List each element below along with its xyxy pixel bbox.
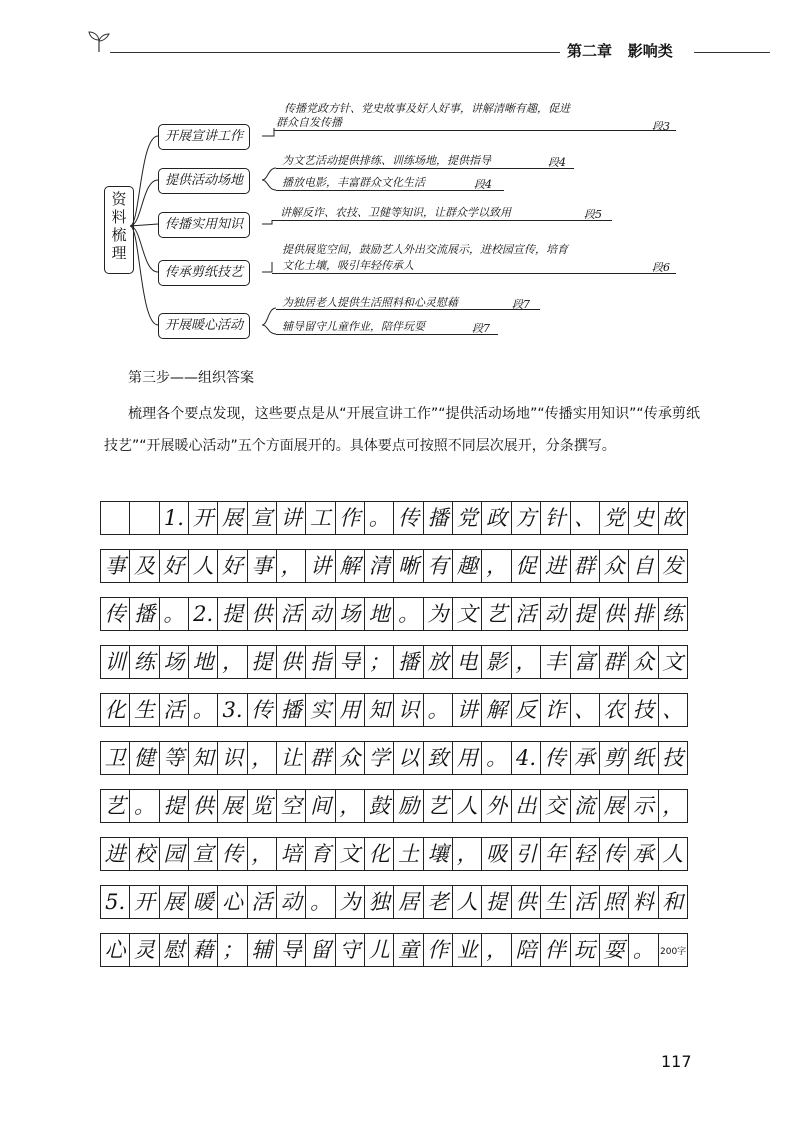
grid-cell: ， [659,790,688,822]
answer-grid [100,501,688,981]
grid-cell: 农 [600,694,629,726]
grid-cell: 群 [571,550,600,582]
grid-cell: 艺 [424,790,453,822]
grid-cell: 交 [541,790,570,822]
grid-cell: 开 [130,886,159,918]
branch-detail: 播放电影，丰富群众文化生活 [282,176,425,189]
grid-cell: 伴 [541,934,570,966]
branch-detail-cont: 文化土壤，吸引年轻传承人 [282,259,414,272]
grid-cell: 。 [365,502,394,534]
grid-cell: 作 [424,934,453,966]
grid-cell: 。 [306,886,335,918]
grid-cell: 出 [512,790,541,822]
grid-cell: 训 [101,646,130,678]
grid-cell: 暖 [189,886,218,918]
grid-cell: 地 [189,646,218,678]
grid-cell: 玩 [571,934,600,966]
grid-cell: ， [512,646,541,678]
grid-cell: 群 [600,646,629,678]
section-label: 影响类 [627,42,673,60]
grid-cell: 灵 [130,934,159,966]
grid-cell: 传 [101,598,130,630]
grid-cell: 活 [571,886,600,918]
grid-cell: 放 [424,646,453,678]
grid-cell: 作 [336,502,365,534]
grid-row [100,789,688,823]
grid-cell: 。 [189,694,218,726]
grid-cell: 壤 [424,838,453,870]
grid-cell: 识 [218,742,247,774]
grid-cell: 照 [600,886,629,918]
branch-detail: 传播党政方针、党史故事及好人好事，讲解清晰有趣，促进 [284,102,570,115]
grid-cell: 为 [336,886,365,918]
grid-cell: 传 [600,838,629,870]
grid-cell: 5. [101,886,130,918]
branch-detail-cont: 群众自发传播 [276,116,342,129]
grid-cell: 动 [541,598,570,630]
grid-cell: 宣 [189,838,218,870]
grid-cell: 电 [453,646,482,678]
branch-detail: 为文艺活动提供排练、训练场地，提供指导 [282,154,491,167]
grid-cell: 进 [541,550,570,582]
grid-cell: 和 [659,886,688,918]
grid-cell: 解 [482,694,511,726]
grid-cell: 人 [453,886,482,918]
grid-cell: 供 [512,886,541,918]
grid-cell: 动 [306,598,335,630]
grid-cell: 耍 [600,934,629,966]
grid-cell: 展 [218,790,247,822]
grid-cell: 进 [101,838,130,870]
grid-cell: 1. [160,502,189,534]
chapter-label: 第二章 [567,42,613,60]
grid-cell: 针 [541,502,570,534]
grid-cell: 。 [130,790,159,822]
segment-ref: 段7 [512,298,530,311]
grid-cell: 吸 [482,838,511,870]
grid-cell: 用 [336,694,365,726]
grid-cell: 、 [571,694,600,726]
grid-cell: 守 [336,934,365,966]
grid-cell: 讲 [277,502,306,534]
segment-ref: 段4 [548,156,566,169]
grid-cell: 供 [600,598,629,630]
grid-cell: 讲 [306,550,335,582]
grid-cell: 让 [277,742,306,774]
grid-row [100,693,688,727]
grid-cell: 知 [365,694,394,726]
grid-cell: ， [277,550,306,582]
grid-cell: 4. [512,742,541,774]
grid-cell: 、 [659,694,688,726]
grid-cell: 影 [482,646,511,678]
grid-cell: 供 [277,646,306,678]
branch-node: 开展暖心活动 [158,313,250,339]
grid-cell: 富 [571,646,600,678]
grid-cell [130,502,159,534]
grid-cell: ， [336,790,365,822]
branch-node: 传播实用知识 [158,212,250,238]
grid-cell: 活 [277,598,306,630]
branch-node: 提供活动场地 [158,168,250,194]
segment-ref: 段4 [474,178,492,191]
grid-cell: 群 [306,742,335,774]
grid-cell: 。 [629,934,658,966]
grid-cell: 纸 [629,742,658,774]
grid-cell: 。 [160,598,189,630]
grid-cell: 致 [424,742,453,774]
grid-cell: 练 [130,646,159,678]
grid-cell: 慰 [160,934,189,966]
grid-cell: 工 [306,502,335,534]
grid-cell: 提 [571,598,600,630]
branch-detail: 讲解反诈、农技、卫健等知识，让群众学以致用 [280,206,511,219]
grid-cell: 人 [659,838,688,870]
word-count: 200字 [660,947,687,957]
grid-cell: 播 [277,694,306,726]
grid-cell: ， [482,934,511,966]
grid-cell: 轻 [571,838,600,870]
grid-cell: 艺 [101,790,130,822]
grid-cell: ； [365,646,394,678]
grid-cell: 开 [189,502,218,534]
grid-cell: 提 [218,598,247,630]
step-title: 第三步——组织答案 [128,370,254,386]
grid-row [100,501,688,535]
grid-cell: 陪 [512,934,541,966]
grid-cell: 知 [189,742,218,774]
grid-cell: 促 [512,550,541,582]
grid-cell: ， [482,550,511,582]
grid-cell: 以 [394,742,423,774]
grid-cell: 好 [218,550,247,582]
grid-cell: 活 [160,694,189,726]
grid-cell: 业 [453,934,482,966]
grid-cell: 发 [659,550,688,582]
grid-cell: 等 [160,742,189,774]
grid-cell: 提 [248,646,277,678]
grid-cell: 空 [277,790,306,822]
grid-cell: 自 [629,550,658,582]
grid-cell: 有 [424,550,453,582]
grid-cell: 展 [160,886,189,918]
grid-cell: 儿 [365,934,394,966]
grid-cell: 识 [394,694,423,726]
grid-cell: 生 [130,694,159,726]
mind-map [0,0,800,360]
branch-detail: 提供展览空间，鼓励艺人外出交流展示，进校园宣传，培育 [282,243,568,256]
grid-cell: 居 [394,886,423,918]
grid-cell: 土 [394,838,423,870]
grid-cell: 地 [365,598,394,630]
segment-ref: 段7 [472,322,490,335]
grid-cell: 供 [189,790,218,822]
segment-ref: 段6 [652,261,670,274]
grid-cell: 、 [571,502,600,534]
branch-node: 开展宣讲工作 [158,124,250,150]
grid-cell: 排 [629,598,658,630]
grid-cell: ， [218,646,247,678]
grid-cell: 引 [512,838,541,870]
grid-cell: 展 [218,502,247,534]
grid-cell: 2. [189,598,218,630]
grid-cell: 趣 [453,550,482,582]
grid-cell: 提 [482,886,511,918]
grid-cell: 党 [453,502,482,534]
grid-cell: ， [248,838,277,870]
grid-cell: 育 [306,838,335,870]
grid-cell: 鼓 [365,790,394,822]
grid-cell: 园 [160,838,189,870]
grid-cell: 年 [541,838,570,870]
grid-cell: 童 [394,934,423,966]
grid-cell: 场 [336,598,365,630]
grid-cell: 实 [306,694,335,726]
grid-cell: 提 [160,790,189,822]
grid-cell: 政 [482,502,511,534]
branch-detail: 为独居老人提供生活照料和心灵慰藉 [282,296,458,309]
grid-cell: 3. [218,694,247,726]
grid-cell: 事 [248,550,277,582]
grid-cell: 健 [130,742,159,774]
grid-cell: 独 [365,886,394,918]
grid-row [100,597,688,631]
grid-cell: 生 [541,886,570,918]
grid-cell: 播 [424,502,453,534]
grid-cell: ； [218,934,247,966]
grid-cell: 老 [424,886,453,918]
grid-cell: 练 [659,598,688,630]
grid-cell: 流 [571,790,600,822]
segment-ref: 段3 [652,120,670,133]
grid-cell: 及 [130,550,159,582]
grid-cell: 党 [600,502,629,534]
grid-cell: 。 [394,598,423,630]
grid-row [100,837,688,871]
grid-cell: 传 [394,502,423,534]
grid-cell: 众 [629,646,658,678]
page-number: 117 [661,1052,692,1071]
grid-cell: 化 [101,694,130,726]
grid-row [100,549,688,583]
grid-cell: 丰 [541,646,570,678]
grid-cell: 传 [248,694,277,726]
grid-cell: 动 [277,886,306,918]
grid-cell: 诈 [541,694,570,726]
grid-cell: 学 [365,742,394,774]
grid-cell: 人 [189,550,218,582]
grid-cell: 文 [659,646,688,678]
grid-cell: 示 [629,790,658,822]
grid-cell: 励 [394,790,423,822]
grid-cell: 外 [482,790,511,822]
grid-cell: 卫 [101,742,130,774]
grid-cell: 心 [101,934,130,966]
grid-cell: 导 [277,934,306,966]
grid-cell: 用 [453,742,482,774]
grid-cell: 文 [336,838,365,870]
grid-cell: 众 [600,550,629,582]
grid-cell: 留 [306,934,335,966]
grid-cell: 藉 [189,934,218,966]
grid-cell: 清 [365,550,394,582]
grid-cell: 众 [336,742,365,774]
branch-detail: 辅导留守儿童作业，陪伴玩耍 [282,320,425,333]
grid-cell: 技 [629,694,658,726]
grid-cell: 供 [248,598,277,630]
grid-cell: 。 [482,742,511,774]
grid-cell: 事 [101,550,130,582]
grid-cell: 化 [365,838,394,870]
connector-5 [130,226,158,325]
grid-cell: 传 [218,838,247,870]
grid-cell: 展 [600,790,629,822]
grid-cell: 史 [629,502,658,534]
grid-cell: 剪 [600,742,629,774]
grid-cell: 晰 [394,550,423,582]
grid-cell: 活 [512,598,541,630]
grid-cell: 心 [218,886,247,918]
grid-cell: 技 [659,742,688,774]
grid-cell: 宣 [248,502,277,534]
grid-cell: 好 [160,550,189,582]
grid-cell: 反 [512,694,541,726]
explanation-paragraph: 梳理各个要点发现，这些要点是从“开展宣讲工作”“提供活动场地”“传播实用知识”“传承剪纸技艺”“开展暖心活动”五个方面展开的。具体要点可按照不同层次展开，分条撰写。 [104,406,700,454]
grid-cell: 故 [659,502,688,534]
branch-node: 传承剪纸技艺 [158,260,250,286]
grid-cell: 辅 [248,934,277,966]
grid-cell: 间 [306,790,335,822]
grid-cell: ， [248,742,277,774]
grid-cell: 承 [571,742,600,774]
grid-cell: 文 [453,598,482,630]
grid-cell: 览 [248,790,277,822]
grid-cell: ， [453,838,482,870]
grid-cell: 方 [512,502,541,534]
grid-cell: 活 [248,886,277,918]
grid-row [100,645,688,679]
mind-map-root: 资 料 梳 理 [104,186,134,274]
grid-cell: 艺 [482,598,511,630]
grid-cell: 播 [130,598,159,630]
grid-cell: 传 [541,742,570,774]
grid-cell: 指 [306,646,335,678]
grid-cell: 料 [629,886,658,918]
grid-row [100,933,688,967]
grid-cell: 承 [629,838,658,870]
grid-cell: 为 [424,598,453,630]
grid-row [100,885,688,919]
grid-cell: 人 [453,790,482,822]
grid-cell: 培 [277,838,306,870]
grid-cell: 场 [160,646,189,678]
segment-ref: 段5 [584,208,602,221]
grid-cell: 导 [336,646,365,678]
grid-row [100,741,688,775]
grid-cell: 播 [394,646,423,678]
grid-cell: 。 [424,694,453,726]
grid-cell: 讲 [453,694,482,726]
grid-cell [101,502,130,534]
grid-cell: 解 [336,550,365,582]
grid-cell: 校 [130,838,159,870]
